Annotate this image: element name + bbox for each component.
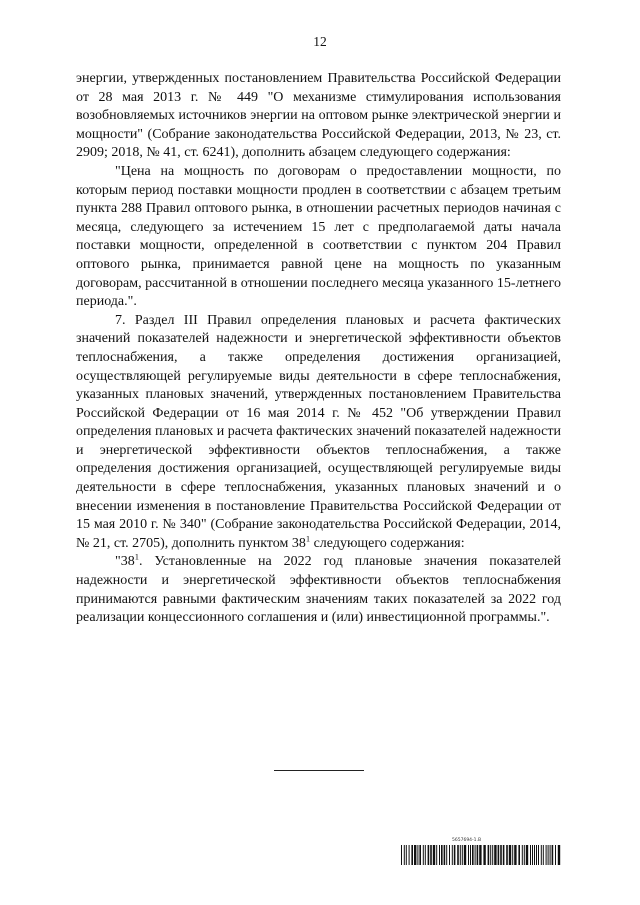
document-body xyxy=(76,70,561,628)
superscript: 1 xyxy=(134,551,139,562)
paragraph-4 xyxy=(76,553,561,627)
paragraph-4-lead: "38 xyxy=(115,554,135,570)
page-number: 12 xyxy=(313,34,327,49)
end-separator-line xyxy=(274,770,364,771)
superscript: 1 xyxy=(305,533,311,544)
paragraph-1: энергии, утвержденных постановлением Правительства Российской Федерации от 28 мая 2013 г. № 449 "О механизме стимулирования использования возобновляемых источников энергии на оптовом рынке электрической энергии и мощности" (Собрание законодательства Российской Федерации, 2013, № 23, ст. 2909; 2018, № 41, ст. 6241), дополнить абзацем следующего содержания: xyxy=(76,71,561,161)
document-code: 5657694-1.В xyxy=(452,838,482,843)
paragraph-3-text: 7. Раздел III Правил определения плановых и расчета фактических значений показателей надежности и энергетической эффективности объектов теплоснабжения, а также определения достижения организацией, осуществляющей регулируемые виды деятельности в сфере теплоснабжения, указанных плановых значений, утвержденных постановлением Правительства Российской Федерации от 16 мая 2014 г. № 452 "Об утверждении Правил определения плановых и расчета фактических значений показателей надежности и энергетической эффективности объектов теплоснабжения, а также определения достижения организацией, осуществляющей регулируемые виды деятельности в сфере теплоснабжения, указанных плановых значений и о внесении изменения в постановление Правительства Российской Федерации от 15 мая 2010 г. № 340" (Собрание законодательства Российской Федерации, 2014, № 21, ст. 2705), дополнить пунктом 38 xyxy=(76,312,561,551)
paragraph-3-tail: следующего содержания: xyxy=(310,535,465,551)
paragraph-3 xyxy=(76,312,561,554)
paragraph-4-text: . Установленные на 2022 год плановые значения показателей надежности и энергетической эффективности объектов теплоснабжения принимаются равными фактическим значениям таких показателей за 2022 год реализации концессионного соглашения и (или) инвестиционной программы.". xyxy=(76,554,561,626)
paragraph-2: "Цена на мощность по договорам о предоставлении мощности, по которым период поставки мощности продлен в соответствии с абзацем третьим пункта 288 Правил оптового рынка, в отношении расчетных периодов начиная с месяца, следующего за истечением 15 лет с предполагаемой даты начала поставки мощности, определенной в соответствии с пунктом 204 Правил оптового рынка, принимается равной цене на мощность по указанным договорам, рассчитанной в отношении последнего месяца указанного 15-летнего периода.". xyxy=(76,163,561,310)
barcode-icon xyxy=(401,845,561,865)
